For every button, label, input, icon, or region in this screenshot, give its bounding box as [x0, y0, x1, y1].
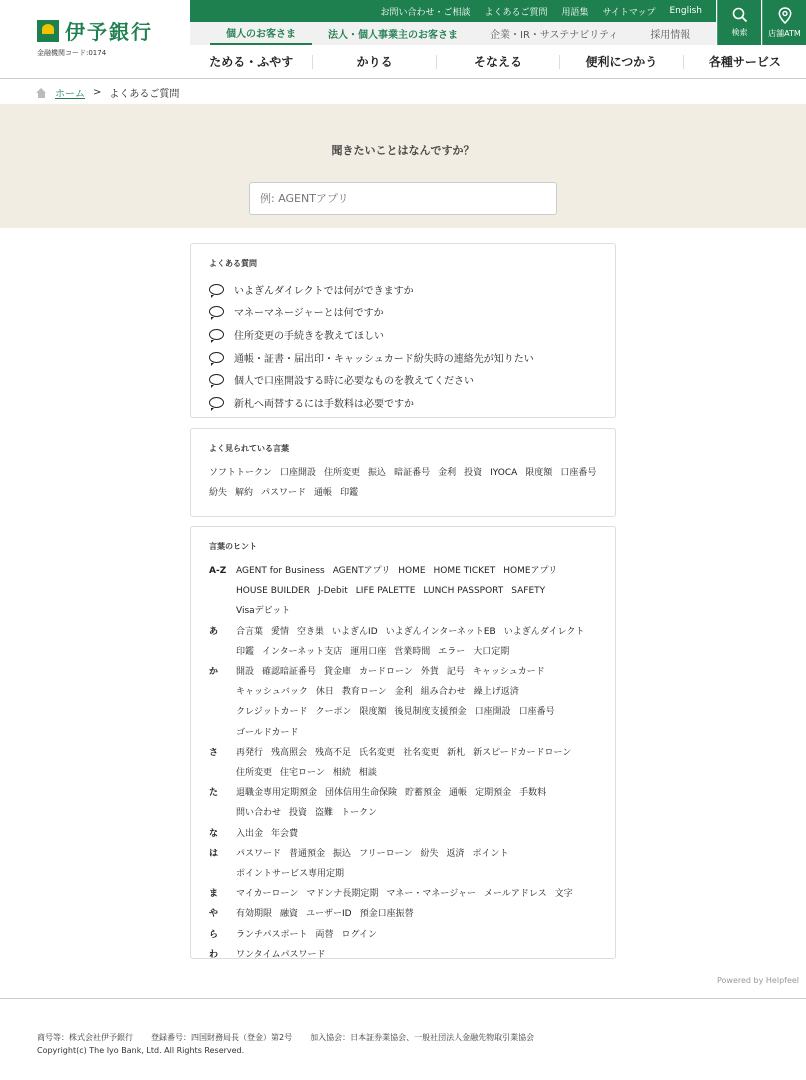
map-pin-icon — [778, 7, 792, 24]
hint-word-link[interactable]: 愛情 — [271, 626, 290, 637]
hint-group-key: は — [209, 848, 219, 859]
atm-button-label: 店舗ATM — [768, 28, 801, 38]
hint-word-link[interactable]: LUNCH PASSPORT — [423, 586, 504, 597]
hint-word-link[interactable]: 手数料 — [519, 788, 547, 799]
hint-word-link[interactable]: 後見制度支援預金 — [394, 707, 467, 718]
hint-word-link[interactable]: 投資 — [289, 808, 308, 819]
hint-group-key: さ — [209, 747, 219, 758]
hint-word-link[interactable]: 退職金専用定期預金 — [236, 788, 318, 799]
hint-word-link[interactable]: 文字 — [554, 889, 573, 900]
faq-item-text: マネーマネージャーとは何ですか — [234, 308, 384, 320]
footer-company: 商号等：株式会社伊予銀行 — [37, 1033, 133, 1042]
hint-group-key: た — [209, 788, 219, 799]
hint-word-link[interactable]: ポイント — [472, 848, 509, 859]
search-button[interactable] — [717, 0, 761, 45]
hint-group-words — [236, 925, 597, 945]
hint-word-link[interactable]: 営業時間 — [394, 646, 431, 657]
hint-word-link[interactable]: 口座番号 — [518, 707, 555, 718]
hint-group — [209, 844, 597, 884]
tab-personal[interactable]: 個人のお客さま — [210, 22, 312, 45]
hint-group-key: ま — [209, 889, 219, 900]
hint-word-link[interactable]: ポイントサービス専用定期 — [236, 869, 345, 880]
hint-group-key: A-Z — [209, 566, 227, 576]
popular-word-link[interactable]: パスワード — [261, 488, 307, 498]
hint-word-link[interactable]: 紛失 — [420, 848, 439, 859]
hint-word-link[interactable]: 貸金庫 — [324, 667, 352, 678]
topbar-link-sitemap[interactable]: サイトマップ — [602, 7, 656, 18]
speech-bubble-icon — [209, 397, 224, 408]
hint-word-link[interactable]: AGENTアプリ — [332, 566, 391, 576]
hint-group-key: ら — [209, 929, 219, 940]
hint-word-link[interactable]: フリーローン — [359, 848, 413, 859]
hint-word-link[interactable]: 振込 — [333, 848, 352, 859]
popular-words-panel — [190, 428, 616, 517]
hint-word-link[interactable]: 相続 — [332, 768, 351, 779]
hint-word-link[interactable]: マドンナ長期定期 — [306, 889, 379, 900]
hint-word-link[interactable]: 問い合わせ — [236, 808, 282, 819]
hint-word-link[interactable]: AGENT for Business — [236, 566, 325, 576]
hint-word-link[interactable]: 盗難 — [315, 808, 334, 819]
search-button-label: 検索 — [731, 28, 748, 37]
footer-legal — [37, 1032, 534, 1043]
faq-item[interactable] — [209, 391, 597, 414]
popular-word-link[interactable]: 暗証番号 — [394, 468, 431, 478]
speech-bubble-icon — [209, 352, 224, 363]
hint-group-words — [236, 945, 597, 965]
powered-by[interactable]: Powered by Helpfeel — [717, 976, 800, 985]
customer-type-tabs — [190, 22, 716, 45]
tab-corporate[interactable]: 企業・IR・サステナビリティ — [490, 30, 619, 41]
hint-word-link[interactable]: 大口定期 — [473, 646, 510, 657]
home-icon — [36, 88, 47, 98]
hint-word-link[interactable]: HOME TICKET — [433, 566, 496, 576]
hint-word-link[interactable]: 団体信用生命保険 — [325, 788, 398, 799]
word-hints-title: 言葉のヒント — [209, 542, 257, 551]
bank-code: 金融機関コード:0174 — [37, 49, 107, 57]
hint-word-link[interactable]: エラー — [438, 646, 466, 657]
hint-word-link[interactable]: 残高照会 — [271, 747, 308, 758]
faq-item[interactable] — [209, 368, 597, 391]
hint-group-words — [236, 662, 597, 743]
footer-association: 加入協会：日本証券業協会、一般社団法人金融先物取引業協会 — [310, 1033, 535, 1042]
hint-word-link[interactable]: HOMEアプリ — [503, 566, 558, 576]
hint-word-link[interactable]: 休日 — [315, 687, 334, 698]
hint-group — [209, 561, 597, 622]
popular-word-link[interactable]: 紛失 — [209, 488, 228, 498]
hint-word-link[interactable]: いよぎんダイレクト — [503, 626, 585, 637]
popular-word-link[interactable]: 投資 — [464, 468, 483, 478]
hint-word-link[interactable]: いよぎんID — [332, 626, 378, 637]
popular-words-title: よく見られている言葉 — [209, 444, 289, 453]
popular-word-link[interactable]: 振込 — [368, 468, 387, 478]
nav-borrow[interactable]: かりる — [313, 55, 436, 69]
hint-word-link[interactable]: ユーザーID — [306, 909, 352, 920]
popular-words-list — [209, 463, 597, 503]
nav-convenience[interactable]: 便利につかう — [560, 55, 683, 69]
hint-word-link[interactable]: 組み合わせ — [420, 687, 466, 698]
hint-group-words — [236, 561, 597, 622]
hint-word-link[interactable]: 相談 — [358, 768, 377, 779]
breadcrumb — [36, 85, 179, 100]
faq-search-input[interactable] — [249, 182, 557, 215]
logo[interactable] — [37, 16, 153, 45]
word-hints-panel — [190, 526, 616, 959]
logo-mark-icon — [37, 20, 59, 42]
footer-registration: 登録番号：四国財務局長（登金）第2号 — [151, 1033, 293, 1042]
speech-bubble-icon — [209, 306, 224, 317]
hint-group — [209, 904, 597, 924]
hint-word-link[interactable]: 新札 — [447, 747, 466, 758]
hint-word-link[interactable]: 有効期限 — [236, 909, 273, 920]
speech-bubble-icon — [209, 374, 224, 385]
faq-panel — [190, 243, 616, 418]
faq-item-text: 個人で口座開設する時に必要なものを教えてください — [234, 376, 474, 388]
hint-word-link[interactable]: トークン — [341, 808, 378, 819]
hint-word-link[interactable]: 外貨 — [420, 667, 439, 678]
topbar-link-faq[interactable]: よくあるご質問 — [484, 7, 548, 18]
hint-group-words — [236, 844, 597, 884]
hint-word-link[interactable]: SAFETY — [511, 586, 546, 597]
faq-item[interactable] — [209, 301, 597, 324]
hint-word-link[interactable]: クーポン — [315, 707, 352, 718]
tab-recruit[interactable]: 採用情報 — [650, 30, 691, 41]
hint-word-link[interactable]: ゴールドカード — [236, 727, 299, 738]
hint-word-link[interactable]: メールアドレス — [484, 889, 547, 900]
faq-list — [209, 278, 597, 414]
hint-word-link[interactable]: 入出金 — [236, 828, 264, 839]
popular-word-link[interactable]: 口座番号 — [560, 468, 597, 478]
search-hero — [0, 104, 806, 228]
hint-word-link[interactable]: 合言葉 — [236, 626, 264, 637]
hint-word-link[interactable]: 確認暗証番号 — [262, 667, 317, 678]
footer-copyright: Copyright(c) The Iyo Bank, Ltd. All Rights Reserved. — [37, 1046, 245, 1055]
hint-word-link[interactable]: 融資 — [280, 909, 299, 920]
faq-item[interactable] — [209, 346, 597, 369]
faq-item[interactable] — [209, 323, 597, 346]
hint-group-words — [236, 884, 597, 904]
hint-word-link[interactable]: 空き巣 — [297, 626, 325, 637]
topbar-link-contact[interactable]: お問い合わせ・ご相談 — [380, 7, 471, 18]
hint-word-link[interactable]: 教育ローン — [341, 687, 387, 698]
hint-word-link[interactable]: 運用口座 — [350, 646, 387, 657]
hint-word-link[interactable]: 口座開設 — [474, 707, 511, 718]
popular-word-link[interactable]: 限度額 — [525, 468, 553, 478]
hint-group — [209, 783, 597, 823]
topbar-link-glossary[interactable]: 用語集 — [561, 7, 589, 18]
hint-word-link[interactable]: 社名変更 — [403, 747, 440, 758]
hint-word-link[interactable]: 定期預金 — [475, 788, 512, 799]
speech-bubble-icon — [209, 284, 224, 295]
hint-word-link[interactable]: 通帳 — [449, 788, 468, 799]
nav-save-invest[interactable]: ためる・ふやす — [190, 55, 313, 69]
hint-word-link[interactable]: 印鑑 — [236, 646, 255, 657]
hint-word-link[interactable]: インターネット支店 — [262, 646, 343, 657]
hint-word-link[interactable]: クレジットカード — [236, 707, 308, 718]
hint-word-link[interactable]: 金利 — [394, 687, 413, 698]
faq-item-text: いよぎんダイレクトでは何ができますか — [234, 285, 414, 297]
breadcrumb-separator: > — [93, 87, 102, 98]
hint-word-link[interactable]: 貯蓄預金 — [405, 788, 442, 799]
main-nav — [190, 45, 806, 78]
hint-word-link[interactable]: ワンタイムパスワード — [236, 949, 326, 960]
hint-word-link[interactable]: パスワード — [236, 848, 282, 859]
hint-word-link[interactable]: ランチパスポート — [236, 929, 308, 940]
popular-word-link[interactable]: IYOCA — [490, 468, 518, 478]
hint-group-key: あ — [209, 626, 219, 637]
hint-word-link[interactable]: J-Debit — [318, 586, 348, 597]
hint-word-link[interactable]: いよぎんインターネットEB — [385, 626, 496, 637]
logo-text: 伊予銀行 — [65, 20, 153, 44]
popular-word-link[interactable]: 通帳 — [314, 488, 333, 498]
hint-group-key: な — [209, 828, 219, 839]
popular-word-link[interactable]: 解約 — [235, 488, 254, 498]
hint-word-link[interactable]: 限度額 — [359, 707, 387, 718]
hint-word-link[interactable]: マイカーローン — [236, 889, 299, 900]
hint-group — [209, 743, 597, 783]
popular-word-link[interactable]: 口座開設 — [280, 468, 317, 478]
hint-word-link[interactable]: LIFE PALETTE — [355, 586, 416, 597]
breadcrumb-current: よくあるご質問 — [109, 89, 180, 100]
popular-word-link[interactable]: 住所変更 — [324, 468, 361, 478]
site-header — [0, 0, 806, 79]
atm-locator-button[interactable] — [762, 0, 806, 45]
hint-group — [209, 925, 597, 945]
hint-group — [209, 662, 597, 743]
faq-panel-title: よくある質問 — [209, 259, 257, 268]
tab-business[interactable]: 法人・個人事業主のお客さま — [328, 30, 458, 41]
hint-word-link[interactable]: 住宅ローン — [280, 768, 325, 779]
hint-word-link[interactable]: HOUSE BUILDER — [236, 586, 310, 597]
popular-word-link[interactable]: 印鑑 — [340, 488, 359, 498]
hint-word-link[interactable]: キャッシュバック — [236, 687, 308, 698]
hint-word-link[interactable]: 氏名変更 — [359, 747, 396, 758]
hint-word-link[interactable]: マネー・マネージャー — [386, 889, 477, 900]
faq-item-text: 住所変更の手続きを教えてほしい — [234, 330, 384, 342]
faq-item-text: 新札へ両替するには手数料は必要ですか — [234, 398, 414, 410]
hint-word-link[interactable]: 開設 — [236, 667, 255, 678]
hint-word-link[interactable]: 記号 — [446, 667, 465, 678]
hint-word-link[interactable]: 繰上げ返済 — [473, 687, 519, 698]
speech-bubble-icon — [209, 329, 224, 340]
hint-group-words — [236, 622, 597, 662]
hint-group-key: か — [209, 667, 219, 678]
nav-services[interactable]: 各種サービス — [708, 54, 781, 69]
hero-title: 聞きたいことはなんですか？ — [331, 144, 475, 157]
hint-word-link[interactable]: 住所変更 — [236, 768, 273, 779]
hint-word-link[interactable]: カードローン — [359, 667, 413, 678]
topbar-link-english[interactable]: English — [669, 6, 702, 16]
hint-group-key: わ — [209, 949, 219, 960]
hint-group — [209, 622, 597, 662]
hint-group-key: や — [209, 909, 219, 920]
hint-group — [209, 884, 597, 904]
hint-group-words — [236, 904, 597, 924]
hint-word-link[interactable]: 普通預金 — [289, 848, 326, 859]
hint-word-link[interactable]: 預金口座振替 — [359, 909, 414, 920]
hint-word-link[interactable]: キャッシュカード — [472, 667, 545, 678]
utility-bar — [190, 0, 716, 22]
hint-word-link[interactable]: 新スピードカードローン — [473, 747, 572, 758]
word-hints-list — [209, 561, 597, 965]
hint-group — [209, 945, 597, 965]
hint-word-link[interactable]: 年会費 — [271, 828, 299, 839]
nav-insurance[interactable]: そなえる — [437, 55, 560, 69]
popular-word-link[interactable]: 金利 — [438, 468, 457, 478]
hint-group-words — [236, 743, 597, 783]
hint-word-link[interactable]: 残高不足 — [315, 747, 352, 758]
faq-item-text: 通帳・証書・届出印・キャッシュカード紛失時の連絡先が知りたい — [234, 353, 534, 365]
popular-word-link[interactable]: ソフトトークン — [209, 468, 273, 478]
hint-word-link[interactable]: 両替 — [315, 929, 334, 940]
hint-group-words — [236, 824, 597, 844]
faq-item[interactable] — [209, 278, 597, 301]
site-footer — [0, 998, 806, 1080]
hint-group — [209, 824, 597, 844]
hint-word-link[interactable]: ログイン — [341, 929, 378, 940]
hint-word-link[interactable]: Visaデビット — [236, 606, 291, 617]
hint-word-link[interactable]: HOME — [398, 566, 426, 576]
hint-group-words — [236, 783, 597, 823]
search-icon — [732, 7, 748, 23]
hint-word-link[interactable]: 返済 — [446, 848, 465, 859]
hint-word-link[interactable]: 再発行 — [236, 747, 264, 758]
breadcrumb-home[interactable]: ホーム — [55, 89, 85, 100]
